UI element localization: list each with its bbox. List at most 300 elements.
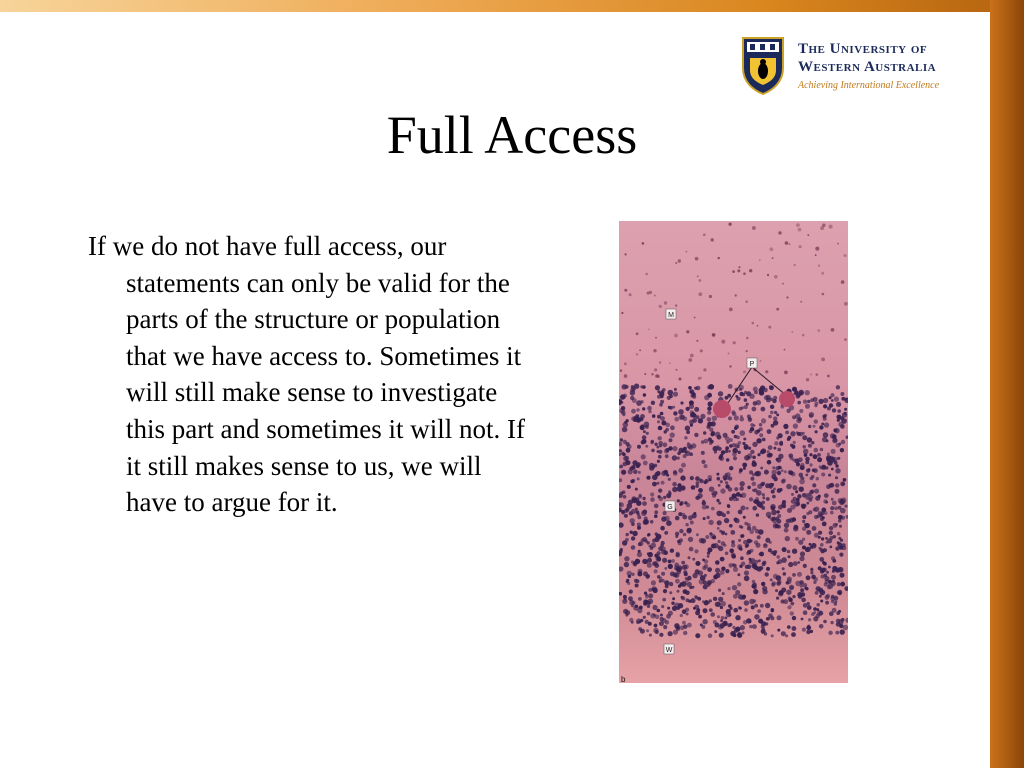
cell-nucleus-dot [715, 573, 720, 578]
cell-nucleus-dot [740, 534, 744, 538]
cell-nucleus-dot [808, 618, 811, 621]
cell-nucleus-dot [624, 562, 629, 567]
cell-nucleus-dot [663, 625, 667, 629]
molecular-layer-dot [653, 349, 656, 352]
cell-nucleus-dot [739, 407, 743, 411]
molecular-layer-dot [675, 304, 677, 306]
figure-label-w: W [665, 647, 673, 654]
cell-nucleus-dot [844, 408, 847, 411]
cell-nucleus-dot [752, 624, 757, 629]
cell-nucleus-dot [724, 621, 727, 624]
cell-nucleus-dot [685, 577, 688, 580]
cell-nucleus-dot [759, 566, 763, 570]
cell-nucleus-dot [729, 524, 733, 528]
cell-nucleus-dot [763, 543, 768, 548]
cell-nucleus-dot [819, 557, 824, 562]
cell-nucleus-dot [836, 402, 841, 407]
cell-nucleus-dot [674, 417, 679, 422]
cell-nucleus-dot [822, 522, 827, 527]
cell-nucleus-dot [710, 612, 715, 617]
cell-nucleus-dot [677, 499, 680, 502]
cell-nucleus-dot [688, 515, 693, 520]
cell-nucleus-dot [668, 406, 671, 409]
cell-nucleus-dot [762, 586, 767, 591]
cell-nucleus-dot [764, 632, 767, 635]
molecular-layer-dot [625, 253, 627, 255]
cell-nucleus-dot [785, 634, 788, 637]
cell-nucleus-dot [666, 614, 671, 619]
cell-nucleus-dot [639, 494, 642, 497]
cell-nucleus-dot [757, 453, 760, 456]
cell-nucleus-dot [645, 595, 649, 599]
cell-nucleus-dot [714, 450, 717, 453]
cell-nucleus-dot [661, 516, 666, 521]
cell-nucleus-dot [619, 550, 623, 554]
cell-nucleus-dot [712, 494, 716, 498]
cell-nucleus-dot [771, 583, 775, 587]
cell-nucleus-dot [769, 486, 772, 489]
cell-nucleus-dot [767, 617, 770, 620]
cell-nucleus-dot [781, 631, 786, 636]
cell-nucleus-dot [835, 483, 839, 487]
cell-nucleus-dot [629, 590, 633, 594]
cell-nucleus-dot [758, 619, 763, 624]
cell-nucleus-dot [814, 419, 818, 423]
molecular-layer-dot [821, 358, 825, 362]
cell-nucleus-dot [686, 528, 691, 533]
cell-nucleus-dot [648, 599, 653, 604]
cell-nucleus-dot [655, 385, 660, 390]
cell-nucleus-dot [689, 547, 694, 552]
cell-nucleus-dot [733, 456, 737, 460]
cell-nucleus-dot [756, 490, 762, 496]
cell-nucleus-dot [823, 499, 827, 503]
cerebellum-micrograph [619, 221, 848, 683]
cell-nucleus-dot [794, 390, 798, 394]
cell-nucleus-dot [711, 507, 715, 511]
cell-nucleus-dot [683, 631, 687, 635]
cell-nucleus-dot [696, 533, 699, 536]
cell-nucleus-dot [793, 561, 798, 566]
cell-nucleus-dot [638, 627, 642, 631]
cell-nucleus-dot [703, 608, 708, 613]
cell-nucleus-dot [627, 582, 630, 585]
cell-nucleus-dot [752, 489, 755, 492]
cell-nucleus-dot [801, 618, 804, 621]
cell-nucleus-dot [819, 547, 822, 550]
cell-nucleus-dot [813, 454, 818, 459]
cell-nucleus-dot [656, 446, 659, 449]
cell-nucleus-dot [797, 401, 801, 405]
molecular-layer-dot [784, 349, 786, 351]
cell-nucleus-dot [801, 598, 806, 603]
cell-nucleus-dot [619, 465, 623, 469]
cell-nucleus-dot [757, 535, 761, 539]
cell-nucleus-dot [718, 597, 723, 602]
cell-nucleus-dot [841, 582, 844, 585]
cell-nucleus-dot [725, 481, 728, 484]
cell-nucleus-dot [788, 596, 791, 599]
cell-nucleus-dot [636, 408, 639, 411]
cell-nucleus-dot [740, 625, 745, 630]
cell-nucleus-dot [704, 481, 708, 485]
cell-nucleus-dot [686, 598, 690, 602]
cell-nucleus-dot [800, 588, 804, 592]
molecular-layer-dot [645, 273, 648, 276]
cell-nucleus-dot [831, 449, 836, 454]
cell-nucleus-dot [652, 414, 656, 418]
cell-nucleus-dot [659, 633, 663, 637]
cell-nucleus-dot [808, 425, 811, 428]
cell-nucleus-dot [704, 601, 709, 606]
cell-nucleus-dot [749, 625, 752, 628]
cell-nucleus-dot [723, 544, 726, 547]
molecular-layer-dot [757, 325, 759, 327]
cell-nucleus-dot [833, 523, 838, 528]
cell-nucleus-dot [709, 486, 715, 492]
molecular-layer-dot [621, 312, 623, 314]
cell-nucleus-dot [625, 460, 628, 463]
cell-nucleus-dot [831, 498, 834, 501]
molecular-layer-dot [697, 275, 699, 277]
cell-nucleus-dot [732, 443, 736, 447]
cell-nucleus-dot [828, 483, 833, 488]
cell-nucleus-dot [668, 631, 673, 636]
cell-nucleus-dot [814, 404, 817, 407]
cell-nucleus-dot [762, 493, 765, 496]
cell-nucleus-dot [677, 570, 681, 574]
molecular-layer-dot [636, 353, 639, 356]
cell-nucleus-dot [735, 615, 740, 620]
cell-nucleus-dot [807, 605, 812, 610]
cell-nucleus-dot [752, 473, 755, 476]
cell-nucleus-dot [665, 584, 669, 588]
molecular-layer-dot [816, 373, 819, 376]
cell-nucleus-dot [773, 416, 777, 420]
cell-nucleus-dot [823, 415, 827, 419]
cell-nucleus-dot [750, 540, 753, 543]
cell-nucleus-dot [672, 606, 677, 611]
molecular-layer-dot [688, 358, 692, 362]
cell-nucleus-dot [791, 444, 795, 448]
cell-nucleus-dot [642, 501, 647, 506]
cell-nucleus-dot [821, 473, 825, 477]
cell-nucleus-dot [689, 400, 694, 405]
cell-nucleus-dot [839, 546, 843, 550]
cell-nucleus-dot [760, 467, 763, 470]
cell-nucleus-dot [814, 507, 819, 512]
molecular-layer-dot [686, 330, 689, 333]
cell-nucleus-dot [644, 539, 648, 543]
cell-nucleus-dot [682, 565, 687, 570]
cell-nucleus-dot [698, 488, 703, 493]
cell-nucleus-dot [721, 567, 725, 571]
cell-nucleus-dot [718, 447, 722, 451]
cell-nucleus-dot [796, 418, 801, 423]
molecular-layer-dot [669, 362, 671, 364]
cell-nucleus-dot [690, 424, 693, 427]
cell-nucleus-dot [823, 620, 827, 624]
cell-nucleus-dot [728, 450, 731, 453]
cell-nucleus-dot [799, 487, 804, 492]
cell-nucleus-dot [693, 512, 696, 515]
cell-nucleus-dot [632, 531, 637, 536]
cell-nucleus-dot [827, 407, 831, 411]
cell-nucleus-dot [633, 470, 638, 475]
molecular-layer-dot [709, 295, 712, 298]
cell-nucleus-dot [788, 562, 793, 567]
cell-nucleus-dot [709, 599, 712, 602]
cell-nucleus-dot [690, 410, 694, 414]
cell-nucleus-dot [790, 457, 794, 461]
cell-nucleus-dot [824, 493, 829, 498]
cell-nucleus-dot [838, 610, 841, 613]
cell-nucleus-dot [766, 497, 770, 501]
cell-nucleus-dot [645, 425, 649, 429]
cell-nucleus-dot [823, 432, 829, 438]
molecular-layer-dot [624, 362, 627, 365]
cell-nucleus-dot [832, 408, 836, 412]
cell-nucleus-dot [719, 633, 724, 638]
cell-nucleus-dot [726, 612, 731, 617]
cell-nucleus-dot [797, 494, 801, 498]
cell-nucleus-dot [783, 424, 788, 429]
cell-nucleus-dot [654, 624, 658, 628]
cell-nucleus-dot [764, 395, 769, 400]
cell-nucleus-dot [797, 561, 800, 564]
cell-nucleus-dot [710, 432, 714, 436]
cell-nucleus-dot [660, 526, 665, 531]
cell-nucleus-dot [684, 436, 687, 439]
cell-nucleus-dot [624, 514, 628, 518]
cell-nucleus-dot [771, 474, 776, 479]
cell-nucleus-dot [649, 552, 652, 555]
cell-nucleus-dot [820, 543, 824, 547]
cell-nucleus-dot [707, 417, 712, 422]
molecular-layer-dot [679, 378, 682, 381]
cell-nucleus-dot [778, 591, 783, 596]
cell-nucleus-dot [759, 423, 762, 426]
cell-nucleus-dot [813, 607, 817, 611]
cell-nucleus-dot [834, 397, 839, 402]
cell-nucleus-dot [835, 631, 839, 635]
molecular-layer-dot [785, 241, 789, 245]
cell-nucleus-dot [720, 557, 725, 562]
cell-nucleus-dot [743, 620, 747, 624]
cell-nucleus-dot [837, 541, 840, 544]
cell-nucleus-dot [786, 519, 789, 522]
cell-nucleus-dot [793, 441, 796, 444]
cell-nucleus-dot [660, 416, 665, 421]
cell-nucleus-dot [704, 559, 708, 563]
university-crest-icon [740, 34, 786, 96]
molecular-layer-dot [729, 308, 733, 312]
cell-nucleus-dot [660, 412, 664, 416]
cell-nucleus-dot [716, 511, 722, 517]
cell-nucleus-dot [767, 429, 772, 434]
molecular-layer-dot [694, 317, 696, 319]
cell-nucleus-dot [702, 505, 707, 510]
cell-nucleus-dot [642, 385, 646, 389]
cell-nucleus-dot [758, 559, 761, 562]
cell-nucleus-dot [752, 407, 757, 412]
cell-nucleus-dot [636, 621, 639, 624]
cell-nucleus-dot [662, 558, 667, 563]
cell-nucleus-dot [784, 523, 789, 528]
cell-nucleus-dot [736, 492, 741, 497]
cell-nucleus-dot [767, 460, 772, 465]
molecular-layer-dot [818, 329, 821, 332]
university-name [798, 40, 936, 76]
cell-nucleus-dot [731, 540, 735, 544]
cell-nucleus-dot [768, 415, 772, 419]
cell-nucleus-dot [694, 387, 697, 390]
cell-nucleus-dot [776, 597, 779, 600]
figure-label-p: P [749, 361, 755, 368]
molecular-layer-dot [818, 265, 820, 267]
cell-nucleus-dot [800, 476, 803, 479]
cell-nucleus-dot [706, 516, 709, 519]
cell-nucleus-dot [744, 576, 750, 582]
cell-nucleus-dot [772, 466, 775, 469]
molecular-layer-dot [796, 223, 800, 227]
cell-nucleus-dot [666, 493, 671, 498]
cell-nucleus-dot [679, 503, 682, 506]
cell-nucleus-dot [631, 522, 635, 526]
cell-nucleus-dot [651, 449, 655, 453]
cell-nucleus-dot [781, 479, 785, 483]
molecular-layer-dot [703, 234, 706, 237]
cell-nucleus-dot [744, 600, 749, 605]
cell-nucleus-dot [645, 445, 648, 448]
cell-nucleus-dot [716, 499, 719, 502]
cell-nucleus-dot [840, 448, 844, 452]
cell-nucleus-dot [816, 603, 820, 607]
molecular-layer-dot [815, 254, 817, 256]
cell-nucleus-dot [720, 623, 725, 628]
molecular-layer-dot [738, 266, 740, 268]
cell-nucleus-dot [642, 407, 645, 410]
cell-nucleus-dot [813, 577, 818, 582]
cell-nucleus-dot [844, 505, 847, 508]
cell-nucleus-dot [819, 624, 824, 629]
cell-nucleus-dot [733, 564, 737, 568]
cell-nucleus-dot [835, 468, 840, 473]
university-name-line1: The University of [798, 41, 928, 57]
cell-nucleus-dot [695, 633, 700, 638]
cell-nucleus-dot [803, 400, 807, 404]
cell-nucleus-dot [812, 483, 816, 487]
cell-nucleus-dot [729, 548, 734, 553]
cell-nucleus-dot [643, 461, 648, 466]
cell-nucleus-dot [724, 518, 729, 523]
cell-nucleus-dot [753, 499, 757, 503]
cell-nucleus-dot [826, 457, 831, 462]
cell-nucleus-dot [658, 436, 662, 440]
cell-nucleus-dot [806, 502, 809, 505]
molecular-layer-dot [654, 368, 657, 371]
cell-nucleus-dot [658, 489, 662, 493]
cell-nucleus-dot [802, 432, 805, 435]
cell-nucleus-dot [623, 609, 628, 614]
cell-nucleus-dot [797, 432, 801, 436]
cell-nucleus-dot [676, 486, 681, 491]
cell-nucleus-dot [644, 592, 647, 595]
cell-nucleus-dot [726, 458, 730, 462]
cell-nucleus-dot [673, 392, 678, 397]
cell-nucleus-dot [704, 574, 707, 577]
cell-nucleus-dot [733, 567, 738, 572]
cell-nucleus-dot [832, 608, 837, 613]
cell-nucleus-dot [708, 478, 711, 481]
cell-nucleus-dot [707, 567, 712, 572]
cell-nucleus-dot [828, 583, 834, 589]
cell-nucleus-dot [638, 471, 641, 474]
cell-nucleus-dot [808, 468, 811, 471]
cell-nucleus-dot [834, 428, 839, 433]
cell-nucleus-dot [708, 633, 713, 638]
cell-nucleus-dot [821, 508, 826, 513]
cell-nucleus-dot [717, 527, 720, 530]
cell-nucleus-dot [650, 520, 654, 524]
cell-nucleus-dot [641, 424, 645, 428]
cell-nucleus-dot [630, 480, 634, 484]
cell-nucleus-dot [662, 442, 667, 447]
molecular-layer-dot [802, 334, 805, 337]
cell-nucleus-dot [718, 484, 721, 487]
cell-nucleus-dot [637, 526, 641, 530]
cell-nucleus-dot [665, 423, 670, 428]
cell-nucleus-dot [670, 549, 674, 553]
cell-nucleus-dot [813, 611, 816, 614]
cell-nucleus-dot [648, 593, 653, 598]
cell-nucleus-dot [671, 602, 674, 605]
cell-nucleus-dot [827, 538, 832, 543]
molecular-layer-dot [776, 308, 779, 311]
cell-nucleus-dot [646, 476, 650, 480]
cell-nucleus-dot [779, 466, 782, 469]
cell-nucleus-dot [632, 460, 637, 465]
cell-nucleus-dot [829, 396, 832, 399]
molecular-layer-dot [844, 302, 848, 306]
cell-nucleus-dot [775, 589, 778, 592]
molecular-layer-dot [620, 369, 622, 371]
cell-nucleus-dot [721, 616, 725, 620]
cell-nucleus-dot [637, 572, 642, 577]
cell-nucleus-dot [787, 438, 790, 441]
cell-nucleus-dot [631, 545, 636, 550]
cell-nucleus-dot [795, 413, 800, 418]
molecular-layer-dot [831, 328, 835, 332]
cell-nucleus-dot [776, 458, 779, 461]
cell-nucleus-dot [627, 444, 632, 449]
cell-nucleus-dot [668, 560, 672, 564]
cell-nucleus-dot [814, 489, 819, 494]
cell-nucleus-dot [696, 481, 700, 485]
cell-nucleus-dot [694, 549, 698, 553]
molecular-layer-dot [806, 378, 809, 381]
cell-nucleus-dot [649, 634, 652, 637]
molecular-layer-dot [685, 251, 687, 253]
cell-nucleus-dot [809, 414, 813, 418]
cell-nucleus-dot [792, 573, 796, 577]
cell-nucleus-dot [657, 460, 660, 463]
cell-nucleus-dot [650, 492, 654, 496]
cell-nucleus-dot [743, 516, 746, 519]
cell-nucleus-dot [823, 404, 827, 408]
cell-nucleus-dot [707, 422, 712, 427]
cell-nucleus-dot [828, 631, 832, 635]
